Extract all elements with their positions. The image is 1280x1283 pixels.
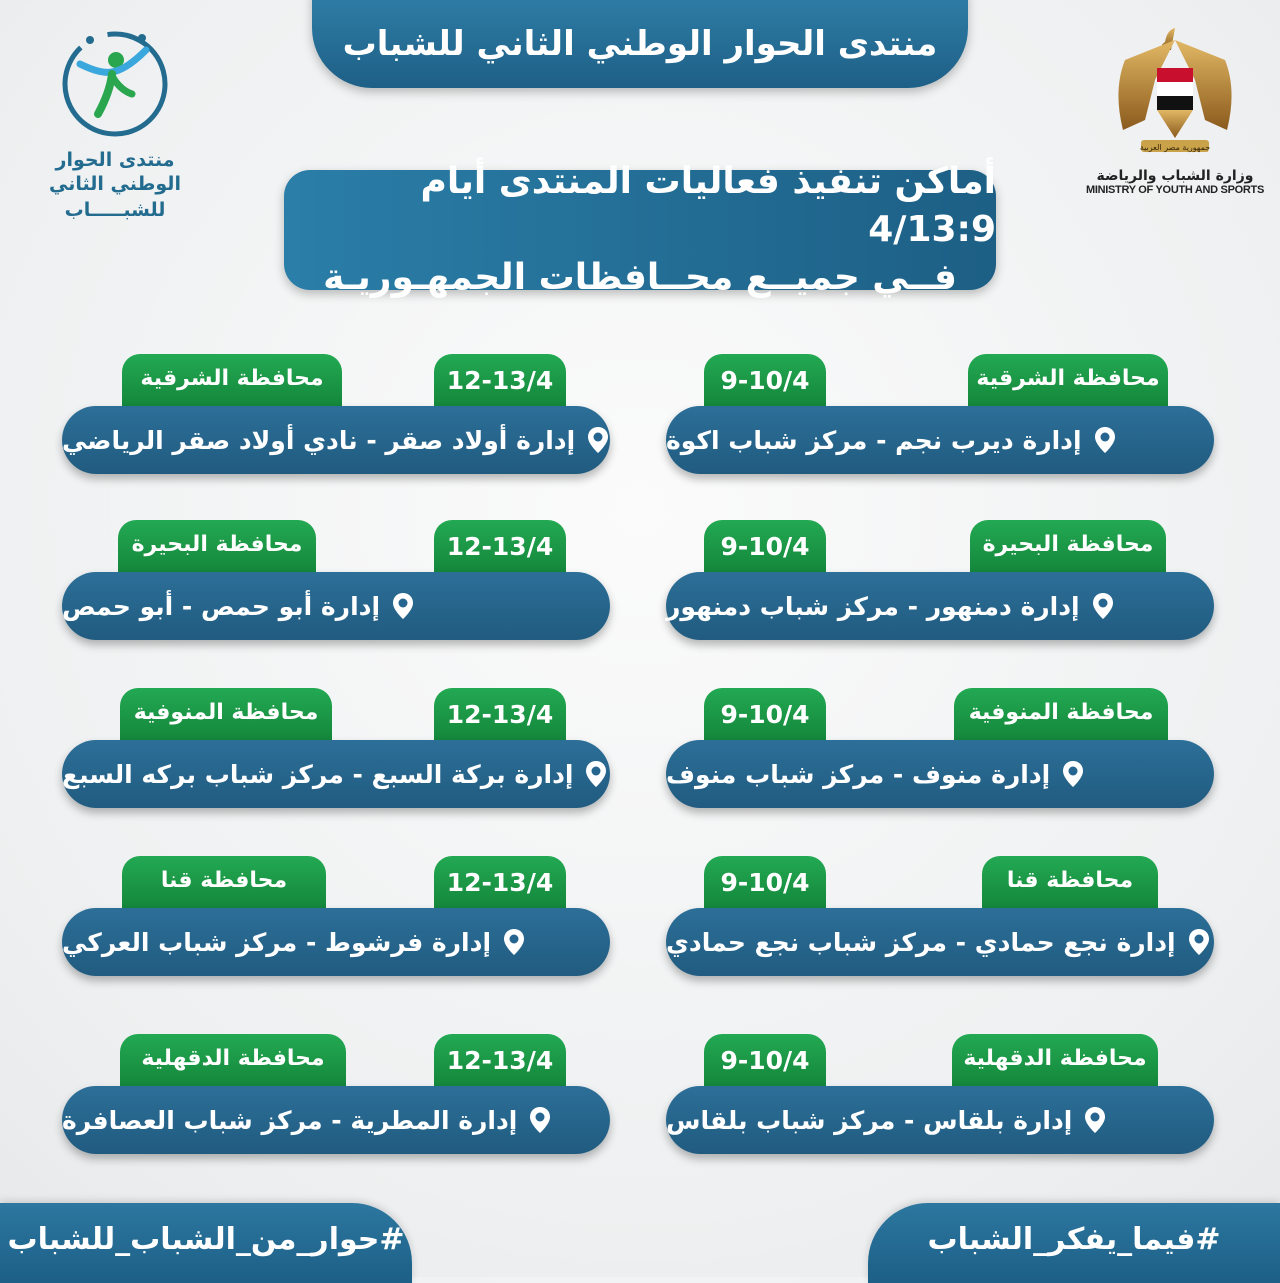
governorate-pill: محافظة البحيرة xyxy=(118,520,316,572)
forum-name-line1: منتدى الحوار الوطني الثاني xyxy=(49,149,181,195)
governorate-pill: محافظة المنوفية xyxy=(954,688,1168,740)
headline-line2: فــي جميــع محــافظات الجمهـوريـة xyxy=(323,257,957,298)
governorate-pill: محافظة البحيرة xyxy=(970,520,1166,572)
hashtag-left-tab xyxy=(0,1203,412,1283)
eagle-emblem-icon xyxy=(1105,20,1245,160)
location-pin-icon xyxy=(1092,592,1114,620)
location-pin-icon xyxy=(1188,928,1210,956)
emblem-text: جمهورية مصر العربية xyxy=(1139,143,1211,152)
page-title: منتدى الحوار الوطني الثاني للشباب xyxy=(342,24,938,64)
governorate-pill: محافظة الشرقية xyxy=(122,354,342,406)
date-pill: 9-10/4 xyxy=(704,520,826,572)
header-title-tab xyxy=(312,0,968,88)
event-card xyxy=(666,354,1214,488)
governorate-pill: محافظة الدقهلية xyxy=(120,1034,346,1086)
event-card xyxy=(666,520,1214,654)
event-card xyxy=(666,688,1214,822)
venue-bar xyxy=(62,572,610,640)
event-card xyxy=(62,856,610,990)
date-pill: 12-13/4 xyxy=(434,688,566,740)
governorate-pill: محافظة الشرقية xyxy=(968,354,1168,406)
venue-bar xyxy=(666,908,1214,976)
venue-text: إدارة منوف - مركز شباب منوف xyxy=(666,759,1051,789)
date-pill: 12-13/4 xyxy=(434,1034,566,1086)
venue-text: إدارة ديرب نجم - مركز شباب اكوة xyxy=(666,425,1082,455)
event-card xyxy=(62,1034,610,1168)
headline-line1: أماكن تنفيذ فعاليات المنتدى أيام 4/13:9 xyxy=(420,161,996,250)
venue-text: إدارة بركة السبع - مركز شباب بركه السبع xyxy=(62,759,574,789)
date-pill: 12-13/4 xyxy=(434,856,566,908)
date-pill: 9-10/4 xyxy=(704,688,826,740)
governorate-pill: محافظة قنا xyxy=(122,856,326,908)
venue-text: إدارة فرشوط - مركز شباب العركي xyxy=(62,927,492,957)
date-pill: 12-13/4 xyxy=(434,354,566,406)
event-card xyxy=(62,688,610,822)
venue-bar xyxy=(666,406,1214,474)
venue-bar xyxy=(62,406,610,474)
date-pill: 9-10/4 xyxy=(704,354,826,406)
hashtag-right-tab xyxy=(868,1203,1280,1283)
venue-text: إدارة المطرية - مركز شباب العصافرة xyxy=(62,1105,518,1135)
event-card xyxy=(62,520,610,654)
ministry-logo xyxy=(1085,20,1265,210)
headline-box xyxy=(284,161,996,298)
forum-name-line2: للشبـــــاب xyxy=(64,199,166,221)
date-pill: 12-13/4 xyxy=(434,520,566,572)
location-pin-icon xyxy=(503,928,525,956)
location-pin-icon xyxy=(392,592,414,620)
location-pin-icon xyxy=(1062,760,1084,788)
location-pin-icon xyxy=(1084,1106,1106,1134)
venue-bar xyxy=(62,1086,610,1154)
venue-text: إدارة أبو حمص - أبو حمص xyxy=(62,591,381,621)
event-card xyxy=(666,856,1214,990)
ministry-name-ar: وزارة الشباب والرياضة xyxy=(1096,168,1254,184)
venue-text: إدارة بلقاس - مركز شباب بلقاس xyxy=(666,1105,1073,1135)
governorate-pill: محافظة المنوفية xyxy=(120,688,332,740)
venue-bar xyxy=(62,740,610,808)
location-pin-icon xyxy=(529,1106,551,1134)
governorate-pill: محافظة الدقهلية xyxy=(952,1034,1158,1086)
ministry-name-en: MINISTRY OF YOUTH AND SPORTS xyxy=(1085,184,1264,196)
venue-bar xyxy=(666,572,1214,640)
location-pin-icon xyxy=(585,760,607,788)
venue-bar xyxy=(666,740,1214,808)
location-pin-icon xyxy=(587,426,609,454)
venue-text: إدارة دمنهور - مركز شباب دمنهور xyxy=(666,591,1080,621)
date-pill: 9-10/4 xyxy=(704,856,826,908)
venue-text: إدارة أولاد صقر - نادي أولاد صقر الرياضي xyxy=(62,425,576,455)
event-card xyxy=(62,354,610,488)
location-pin-icon xyxy=(1094,426,1116,454)
hashtag-right: #فيما_يفكر_الشباب xyxy=(927,1221,1221,1257)
venue-bar xyxy=(666,1086,1214,1154)
event-card xyxy=(666,1034,1214,1168)
venue-text: إدارة نجع حمادي - مركز شباب نجع حمادي xyxy=(666,927,1176,957)
governorate-pill: محافظة قنا xyxy=(982,856,1158,908)
forum-logo xyxy=(20,22,210,222)
venue-bar xyxy=(62,908,610,976)
hashtag-left: #حوار_من_الشباب_للشباب xyxy=(7,1221,405,1257)
date-pill: 9-10/4 xyxy=(704,1034,826,1086)
youth-figure-icon xyxy=(50,22,180,142)
